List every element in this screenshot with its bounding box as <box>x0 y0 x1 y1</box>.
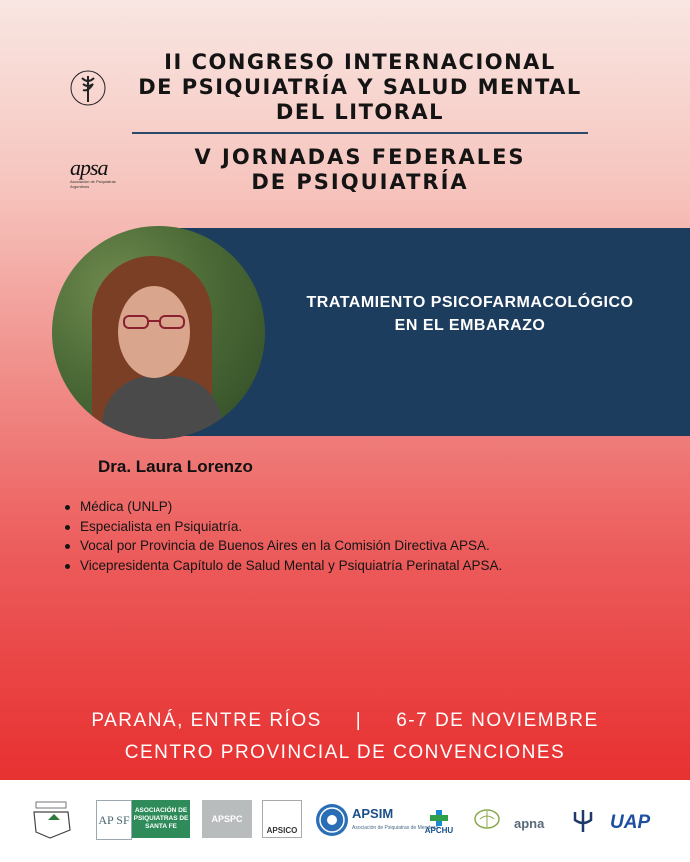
apchu-icon <box>430 810 448 826</box>
sponsor-footer <box>0 780 690 862</box>
apsim-name: APSIM <box>352 806 394 821</box>
congress-title-line: DEL LITORAL <box>275 100 445 124</box>
venue-separator: | <box>355 710 363 731</box>
apsim-subtitle: Asociación de Psiquiatras de Mendoza <box>352 825 439 831</box>
apsf-label: ASOCIACIÓN DE PSIQUIATRAS DE SANTA FE <box>132 800 190 838</box>
brain-logo-icon <box>470 806 504 836</box>
speaker-name: Dra. Laura Lorenzo <box>98 457 253 476</box>
talk-title <box>270 291 670 337</box>
congress-title <box>110 50 610 125</box>
caduceus-emblem-icon <box>68 66 108 110</box>
apsico-logo: APSICO <box>262 800 302 838</box>
region-map-logo <box>30 800 74 840</box>
uap-logo: UAP <box>610 812 651 833</box>
glasses-icon <box>122 314 186 330</box>
venue-info <box>0 705 690 769</box>
apchu-name: APCHU <box>424 825 454 835</box>
apna-logo: apna <box>514 816 545 831</box>
bio-item: Especialista en Psiquiatría. <box>62 517 502 537</box>
apsim-globe-icon <box>316 804 348 836</box>
congress-title-line: DE PSIQUIATRÍA Y SALUD MENTAL <box>138 75 582 99</box>
venue-place: PARANÁ, ENTRE RÍOS <box>91 710 322 731</box>
bio-item: Médica (UNLP) <box>62 497 502 517</box>
apspc-logo: APSPC <box>202 800 252 838</box>
congress-title-line: II CONGRESO INTERNACIONAL <box>164 50 556 74</box>
venue-row <box>0 705 690 737</box>
jornadas-title <box>110 145 610 195</box>
apchu-logo <box>420 804 458 840</box>
speaker-photo <box>52 226 265 439</box>
talk-title-line: EN EL EMBARAZO <box>394 317 546 334</box>
talk-title-line: TRATAMIENTO PSICOFARMACOLÓGICO <box>306 294 634 311</box>
apsa-logo-word: apsa <box>70 155 108 180</box>
venue-dates: 6-7 DE NOVIEMBRE <box>396 710 599 731</box>
jornadas-title-line: DE PSIQUIATRÍA <box>251 170 469 194</box>
psych-symbol-logo <box>570 800 596 840</box>
photo-face <box>118 286 190 378</box>
speaker-bio-list <box>62 497 502 575</box>
apsa-logo-caption: Asociación de Psiquiatras Argentinos <box>70 179 116 189</box>
bio-item: Vocal por Provincia de Buenos Aires en la Comisión Directiva APSA. <box>62 536 502 556</box>
title-divider <box>132 132 588 134</box>
jornadas-title-line: V JORNADAS FEDERALES <box>194 145 526 169</box>
bio-item: Vicepresidenta Capítulo de Salud Mental y Psiquiatría Perinatal APSA. <box>62 556 502 576</box>
venue-center: CENTRO PROVINCIAL DE CONVENCIONES <box>124 742 566 763</box>
apsf-logo: AP SF <box>96 800 132 840</box>
